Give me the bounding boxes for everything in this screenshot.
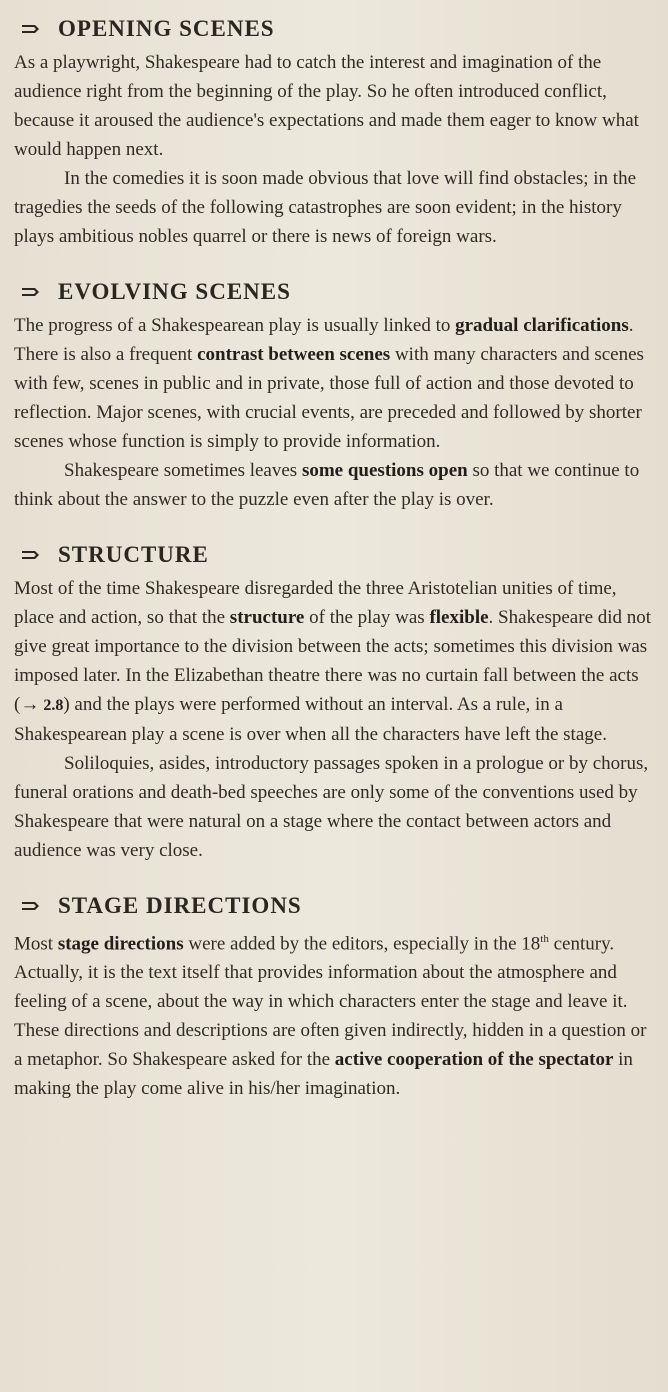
section-heading: [14, 891, 658, 921]
bold-term: stage directions: [57, 933, 184, 955]
equals-arrow-icon: [22, 285, 40, 299]
paragraph: [14, 574, 658, 749]
equals-arrow-icon: [22, 22, 40, 36]
text-run: of the play was: [304, 607, 430, 628]
bold-term: structure: [229, 607, 305, 628]
section-evolving-scenes: [14, 277, 658, 514]
bold-term: contrast between scenes: [197, 344, 391, 365]
equals-arrow-icon: [22, 899, 40, 913]
bold-term: active cooperation of the spectator: [334, 1049, 614, 1071]
cross-reference-arrow: →: [20, 694, 40, 715]
paragraph: [14, 311, 658, 456]
bold-term: gradual clarifications: [455, 315, 629, 336]
section-structure: [14, 540, 658, 865]
paragraph: [14, 925, 658, 1103]
section-heading: [14, 540, 658, 570]
paragraph: Soliloquies, asides, introductory passages spoken in a prologue or by chorus, funeral orations and death-bed speeches are only some of the conventions used by Shakespeare that were natural on a stage where the contact between actors and audience was very close.: [14, 753, 649, 861]
text-run: . There is also a frequent: [14, 315, 634, 365]
bold-term: some questions open: [301, 460, 468, 481]
text-run: Shakespeare sometimes leaves: [64, 460, 302, 481]
section-stage-directions: [14, 891, 658, 1103]
text-run: so that we continue to think about the answer to the puzzle even after the play is over.: [14, 460, 640, 510]
text-run: in making the play come alive in his/her imagination.: [14, 1049, 633, 1100]
heading-text: EVOLVING SCENES: [58, 279, 291, 304]
paragraph: In the comedies it is soon made obvious that love will find obstacles; in the tragedies the seeds of the following catastrophes are soon evident; in the history plays ambitious nobles quarrel or there is news of foreign wars.: [14, 168, 637, 247]
text-run: were added by the editors, especially in the: [183, 933, 522, 955]
equals-arrow-icon: [22, 548, 40, 562]
paragraph: [14, 456, 658, 514]
bold-term: flexible: [429, 607, 489, 628]
heading-text: OPENING SCENES: [58, 16, 275, 41]
paragraph: As a playwright, Shakespeare had to catch the interest and imagination of the audience right from the beginning of the play. So he often introduced conflict, because it aroused the audience's expectations and made them eager to know what would happen next.: [14, 52, 639, 160]
text-run: . Shakespeare did not give great importance to the division between the acts; sometimes this division was imposed later. In the Elizabethan theatre there was no curtain fall between the acts (: [14, 607, 652, 715]
section-opening-scenes: [14, 14, 658, 251]
text-run: with many characters and scenes with few, scenes in public and in private, those full of action and those devoted to reflection. Major scenes, with crucial events, are preceded and followed by shorter scenes whose function is simply to provide information.: [14, 344, 644, 452]
heading-text: STAGE DIRECTIONS: [58, 893, 302, 918]
heading-text: STRUCTURE: [58, 542, 209, 567]
text-run: The progress of a Shakespearean play is usually linked to: [14, 315, 456, 336]
text-run: Most of the time Shakespeare disregarded the three Aristotelian unities of time, place and action, so that the: [14, 578, 617, 628]
text-run: Most: [14, 933, 58, 955]
cross-reference: 2.8: [39, 697, 64, 714]
section-heading: [14, 14, 658, 44]
text-run: ) and the plays were performed without an interval. As a rule, in a Shakespearean play a scene is over when all the characters have left the stage.: [14, 694, 607, 745]
ordinal-suffix: th: [540, 933, 549, 945]
section-heading: [14, 277, 658, 307]
text-run: century. Actually, it is the text itself that provides information about the atmosphere and feeling of a scene, about the way in which characters enter the stage and leave it. These directions and descriptions are often given indirectly, hidden in a question or a metaphor. So Shakespeare asked for the: [14, 933, 647, 1071]
century-number: 18: [521, 933, 541, 955]
